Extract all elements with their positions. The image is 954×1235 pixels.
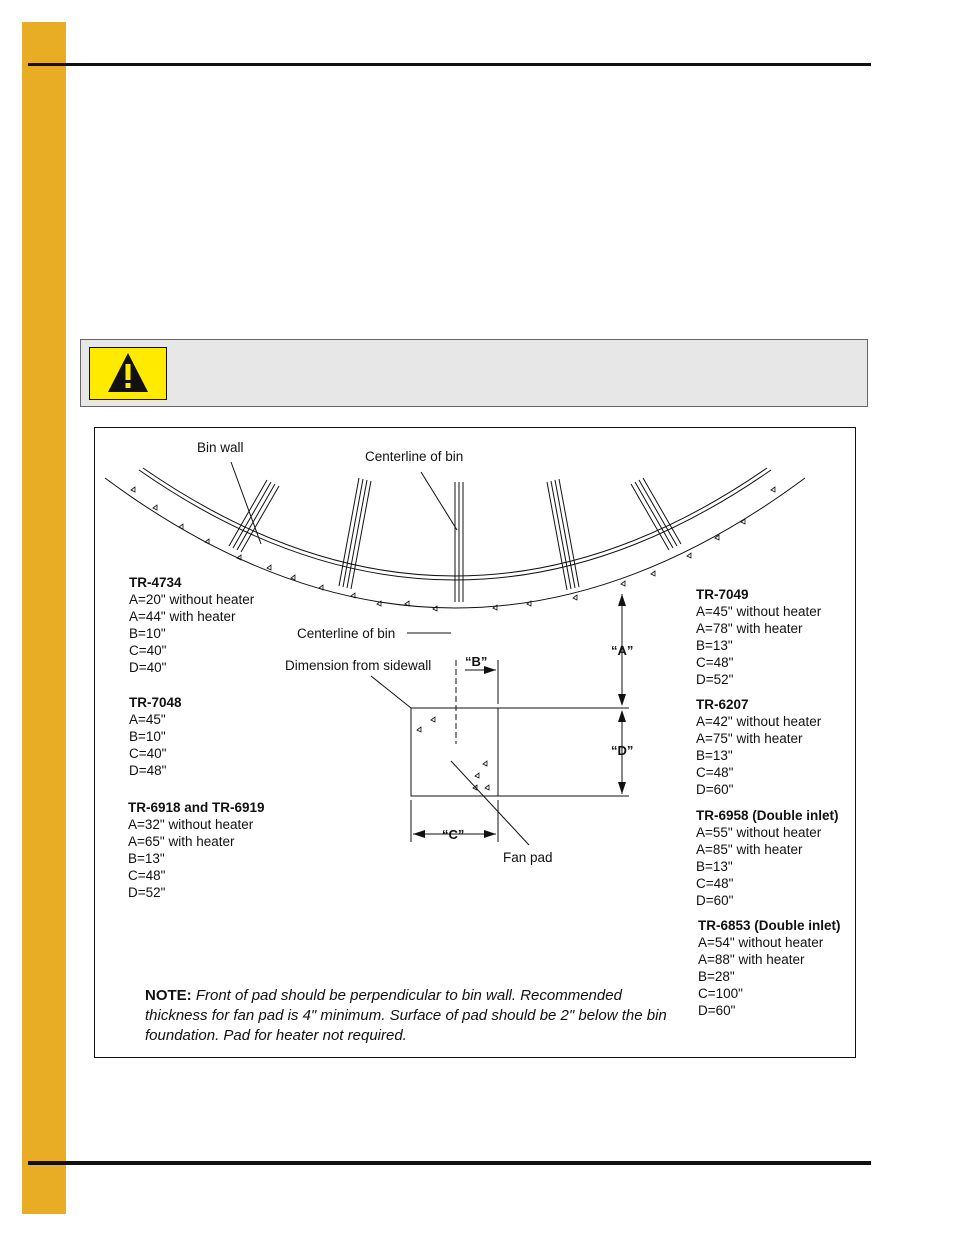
spec-line: C=100": [698, 986, 743, 1001]
centerline-top-label: Centerline of bin: [365, 449, 464, 464]
spec-line: C=40": [129, 643, 167, 658]
spec-title: TR-6207: [696, 697, 749, 712]
spec-tr-4734: [129, 574, 254, 676]
dim-d-label: “D”: [611, 743, 634, 758]
spec-line: B=13": [696, 859, 733, 874]
spec-line: C=48": [696, 765, 734, 780]
spec-tr-6958: [696, 807, 839, 909]
spec-line: D=60": [696, 893, 734, 908]
note-text: Front of pad should be perpendicular to bin wall. Recommended thickness for fan pad is 4" minimum. Surface of pad should be 2" below the bin foundation. Pad for heater not required.: [145, 987, 667, 1044]
spec-line: B=10": [129, 729, 166, 744]
spec-title: TR-4734: [129, 575, 182, 590]
spec-line: A=88" with heater: [698, 952, 805, 967]
spec-line: A=42" without heater: [696, 714, 822, 729]
spec-line: C=40": [129, 746, 167, 761]
fan-pad-label: Fan pad: [503, 850, 553, 865]
spec-line: A=20" without heater: [129, 592, 255, 607]
spec-title: TR-7049: [696, 587, 749, 602]
spec-tr-6918-6919: [128, 799, 265, 901]
spec-line: B=13": [696, 638, 733, 653]
spec-line: A=32" without heater: [128, 817, 254, 832]
spec-line: C=48": [128, 868, 166, 883]
centerline-top-leader: [421, 472, 457, 530]
spec-line: A=65" with heater: [128, 834, 235, 849]
spec-title: TR-7048: [129, 695, 182, 710]
side-accent-bar: [22, 22, 66, 1214]
spec-line: A=45": [129, 712, 166, 727]
spec-line: A=54" without heater: [698, 935, 824, 950]
fan-pad-square: [411, 708, 498, 796]
spec-tr-7048: [129, 694, 182, 779]
spec-line: D=52": [696, 672, 734, 687]
spec-line: B=28": [698, 969, 735, 984]
spec-line: A=44" with heater: [129, 609, 236, 624]
spec-line: D=60": [696, 782, 734, 797]
spec-line: A=78" with heater: [696, 621, 803, 636]
spec-title: TR-6958 (Double inlet): [696, 808, 839, 823]
warning-box: [80, 339, 868, 407]
spec-line: A=55" without heater: [696, 825, 822, 840]
spec-line: D=48": [129, 763, 167, 778]
spec-tr-6207: [696, 696, 821, 798]
spec-line: D=60": [698, 1003, 736, 1018]
spec-line: D=40": [129, 660, 167, 675]
spec-line: A=45" without heater: [696, 604, 822, 619]
bin-wall-label: Bin wall: [197, 440, 244, 455]
spec-title: TR-6918 and TR-6919: [128, 800, 265, 815]
spec-line: B=13": [128, 851, 165, 866]
dimension-leader: [371, 676, 411, 708]
spec-title: TR-6853 (Double inlet): [698, 918, 841, 933]
footer-rule: [28, 1161, 871, 1165]
header-rule: [28, 63, 871, 66]
dimension-from-sidewall-label: Dimension from sidewall: [285, 658, 432, 673]
spec-tr-7049: [696, 586, 821, 688]
spec-tr-6853: [698, 917, 841, 1019]
spec-line: C=48": [696, 876, 734, 891]
note-label: NOTE:: [145, 987, 192, 1004]
centerline-mid-label: Centerline of bin: [297, 626, 396, 641]
dim-b-label: “B”: [465, 654, 488, 669]
dim-a-label: “A”: [611, 643, 634, 658]
spec-line: A=85" with heater: [696, 842, 803, 857]
dim-c-label: “C”: [442, 827, 465, 842]
spec-line: B=10": [129, 626, 166, 641]
spec-line: B=13": [696, 748, 733, 763]
fan-pad-figure: [94, 427, 856, 1058]
warning-triangle-icon: [89, 347, 167, 400]
spec-line: C=48": [696, 655, 734, 670]
spec-line: D=52": [128, 885, 166, 900]
fan-pad-note: [145, 986, 685, 1046]
spec-line: A=75" with heater: [696, 731, 803, 746]
